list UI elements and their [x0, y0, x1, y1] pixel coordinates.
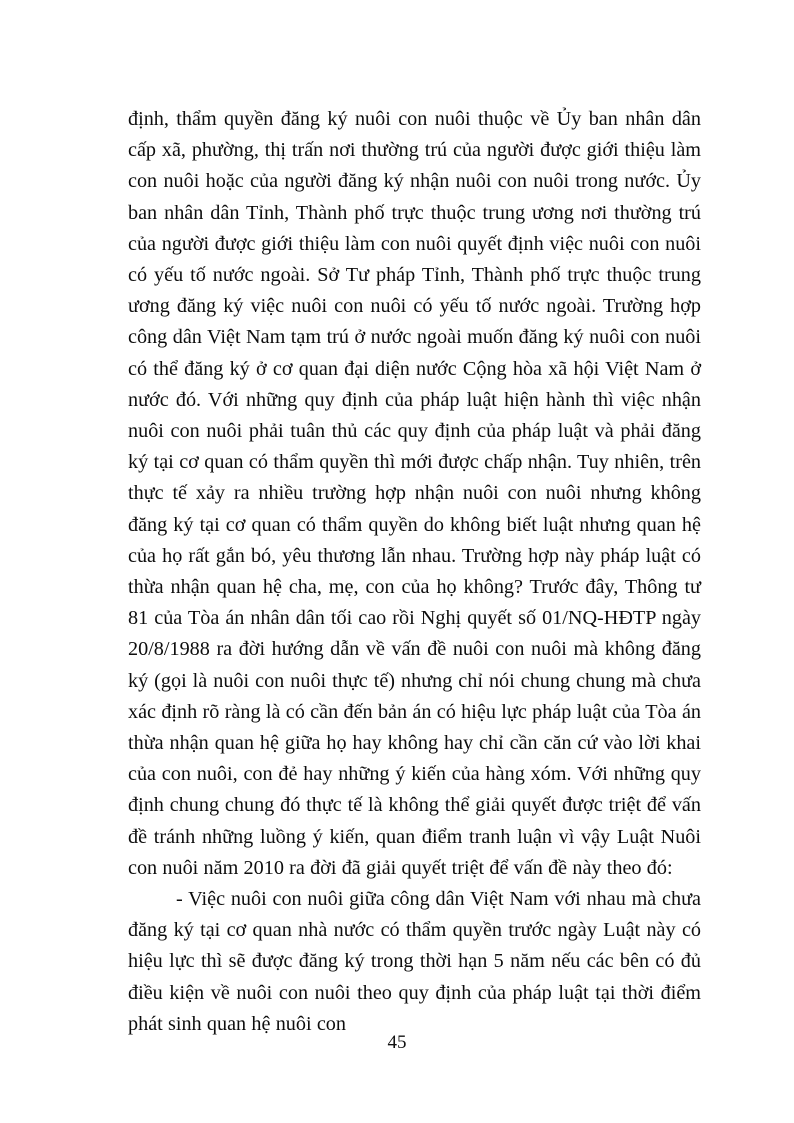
paragraph-body-1: định, thẩm quyền đăng ký nuôi con nuôi thuộc về Ủy ban nhân dân cấp xã, phường, thị trấn nơi thường trú của người được giới thiệu làm con nuôi hoặc của người đăng ký nhận nuôi con nuôi trong nước. Ủy ban nhân dân Tỉnh, Thành phố trực thuộc trung ương nơi thường trú của người được giới thiệu làm con nuôi quyết định việc nuôi con nuôi có yếu tố nước ngoài. Sở Tư pháp Tỉnh, Thành phố trực thuộc trung ương đăng ký việc nuôi con nuôi có yếu tố nước ngoài. Trường hợp công dân Việt Nam tạm trú ở nước ngoài muốn đăng ký nuôi con nuôi có thể đăng ký ở cơ quan đại diện nước Cộng hòa xã hội Việt Nam ở nước đó. Với những quy định của pháp luật hiện hành thì việc nhận nuôi con nuôi phải tuân thủ các quy định của pháp luật và phải đăng ký tại cơ quan có thẩm quyền thì mới được chấp nhận. Tuy nhiên, trên thực tế xảy ra nhiều trường hợp nhận nuôi con nuôi nhưng không đăng ký tại cơ quan có thẩm quyền do không biết luật nhưng quan hệ của họ rất gắn bó, yêu thương lẫn nhau. Trường hợp này pháp luật có thừa nhận quan hệ cha, mẹ, con của họ không? Trước đây, Thông tư 81 của Tòa án nhân dân tối cao rồi Nghị quyết số 01/NQ-HĐTP ngày 20/8/1988 ra đời hướng dẫn về vấn đề nuôi con nuôi mà không đăng ký (gọi là nuôi con nuôi thực tế) nhưng chỉ nói chung chung mà chưa xác định rõ ràng là có cần đến bản án có hiệu lực pháp luật của Tòa án thừa nhận quan hệ giữa họ hay không hay chỉ cần căn cứ vào lời khai của con nuôi, con đẻ hay những ý kiến của hàng xóm. Với những quy định chung chung đó thực tế là không thể giải quyết được triệt để vấn đề tránh những luồng ý kiến, quan điểm tranh luận vì vậy Luật Nuôi con nuôi năm 2010 ra đời đã giải quyết triệt để vấn đề này theo đó:	[128, 108, 701, 879]
paragraph-body-2: - Việc nuôi con nuôi giữa công dân Việt Nam với nhau mà chưa đăng ký tại cơ quan nhà nước có thẩm quyền trước ngày Luật này có hiệu lực thì sẽ được đăng ký trong thời hạn 5 năm nếu các bên có đủ điều kiện về nuôi con nuôi theo quy định của pháp luật tại thời điểm phát sinh quan hệ nuôi con	[128, 888, 701, 1035]
page-body	[128, 104, 701, 1040]
page-number: 45	[387, 1032, 407, 1053]
